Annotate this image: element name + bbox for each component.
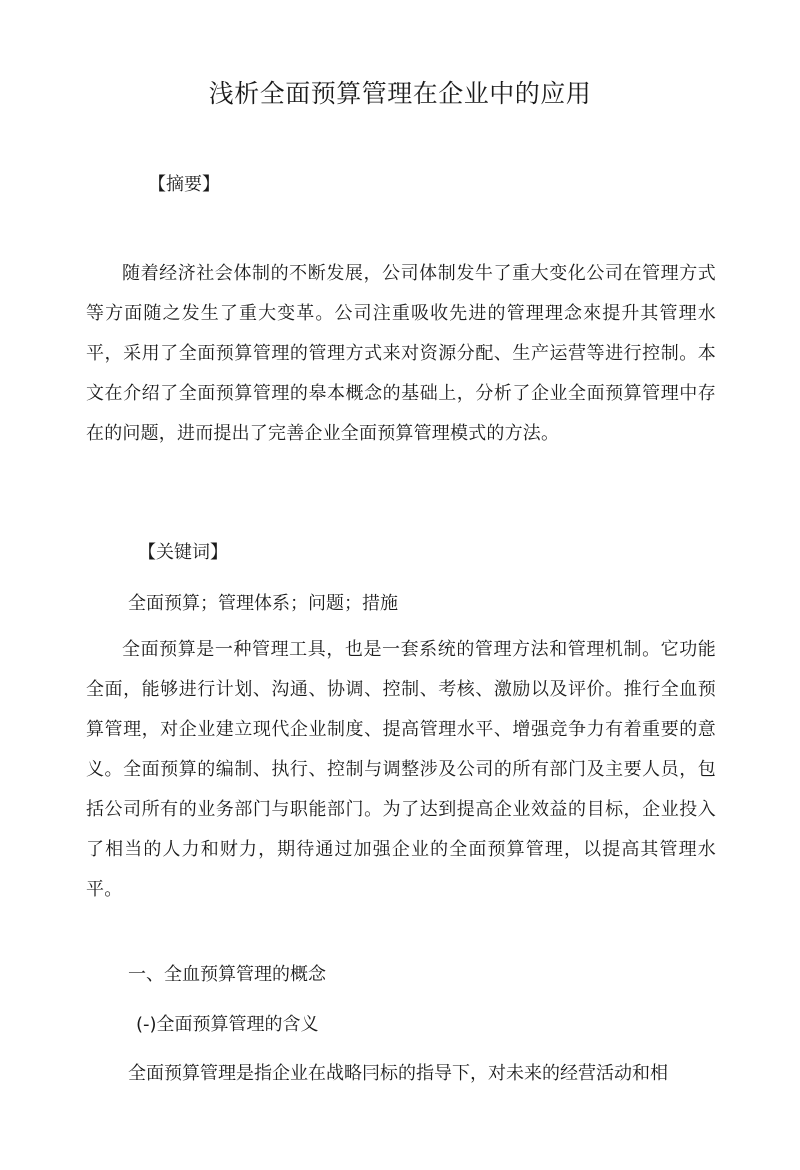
keywords-text: 全面预算；管理体系；问题；措施: [128, 593, 398, 614]
body-text-line: 全面预算管理是指企业在战略冃标的指导下，对未来的经营活动和相: [128, 1063, 668, 1084]
intro-paragraph: 全面预算是一种管理工具，也是一套系统的管理方法和管理机制。它功能全面，能够进行计划、沟通、协调、控制、考核、激励以及评价。推行全血预算管理，对企业建立现代企业制度、提高管理水平、增强竞争力有着重要的意义。全面预算的编制、执行、控制与调整涉及公司的所有部门及主要人员，包括公司所有的业务部门与职能部门。为了达到提高企业效益的目标，企业投入了相当的人力和财力，期待通过加强企业的全面预算管理，以提高其管理水平。: [86, 639, 716, 900]
keywords-label: 【关键词】: [138, 542, 228, 563]
abstract-paragraph: 随着经济社会体制的不断发展，公司体制发牛了重大变化公司在管理方式等方面随之发生了重大变革。公司注重吸收先进的管理理念來提升其管理水平，采用了全面预算管理的管理方式来对资源分配、生产运营等进行控制。本文在介绍了全面预算管理的皋本概念的基础上，分析了企业全面预算管理中存在的问题，进而提出了完善企业全面预算管理模式的方法。: [86, 263, 716, 444]
section-heading: 一、全血预算管理的概念: [128, 964, 326, 985]
subsection-heading: (-)全面预算管理的含义: [136, 1014, 319, 1035]
abstract-label: 【摘要】: [148, 174, 220, 195]
document-title: 浅析全面预算管理在企业中的应用: [208, 79, 592, 108]
